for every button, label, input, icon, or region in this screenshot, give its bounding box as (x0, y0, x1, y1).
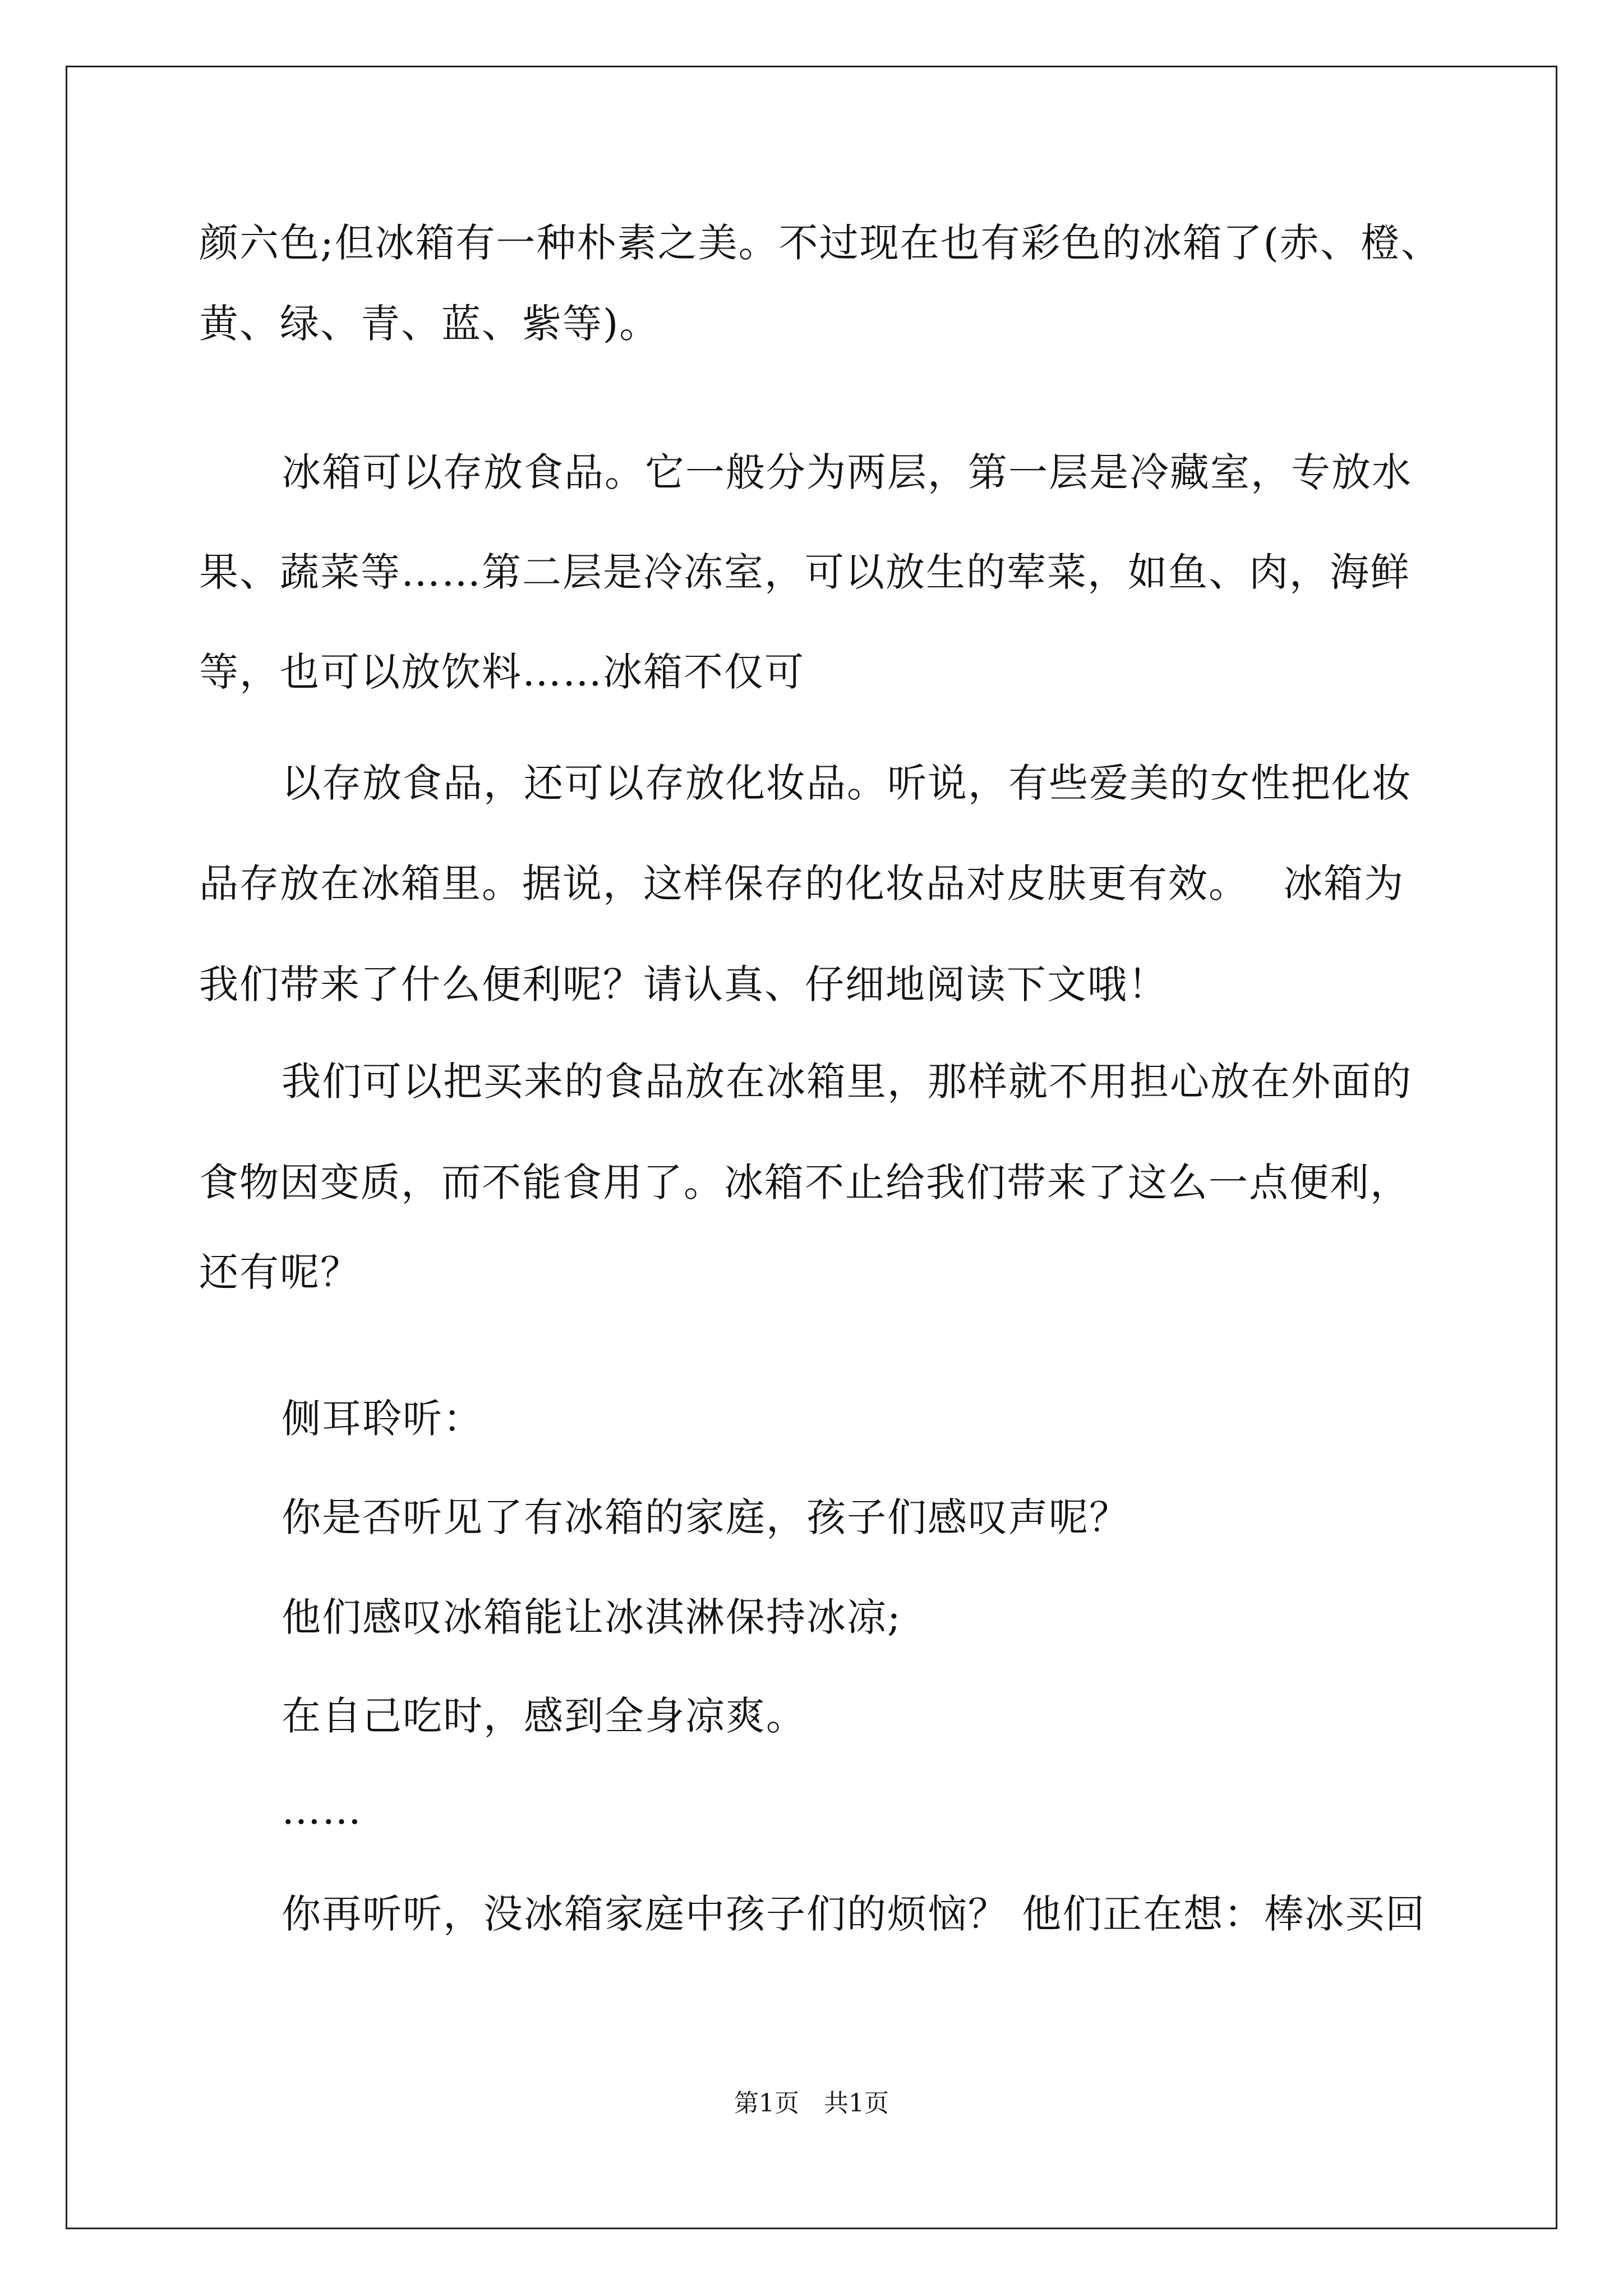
page-number-footer: 第1页 共1页 (734, 2089, 889, 2118)
text-line-7: 品存放在冰箱里。据说，这样保存的化妆品对皮肤更有效。 冰箱为 (199, 861, 1405, 907)
text-line-11: 还有呢？ (199, 1249, 361, 1295)
text-line-12: 侧耳聆听： (282, 1396, 483, 1442)
text-line-4: 果、蔬菜等……第二层是冷冻室，可以放生的荤菜，如鱼、肉，海鲜 (199, 549, 1410, 595)
text-line-6: 以存放食品，还可以存放化妆品。听说，有些爱美的女性把化妆 (282, 760, 1412, 806)
text-line-1: 颜六色;但冰箱有一种朴素之美。不过现在也有彩色的冰箱了(赤、橙、 (199, 220, 1441, 266)
text-line-8: 我们带来了什么便利呢？请认真、仔细地阅读下文哦！ (199, 961, 1168, 1007)
text-line-5: 等，也可以放饮料……冰箱不仅可 (199, 649, 805, 695)
text-line-16: …… (282, 1787, 362, 1833)
text-line-10: 食物因变质，而不能食用了。冰箱不止给我们带来了这么一点便利， (199, 1159, 1410, 1205)
text-line-14: 他们感叹冰箱能让冰淇淋保持冰凉; (282, 1594, 902, 1640)
text-line-9: 我们可以把买来的食品放在冰箱里，那样就不用担心放在外面的 (282, 1059, 1412, 1105)
text-line-13: 你是否听见了有冰箱的家庭，孩子们感叹声呢？ (282, 1494, 1129, 1540)
text-line-17: 你再听听，没冰箱家庭中孩子们的烦恼？ 他们正在想：棒冰买回 (282, 1891, 1426, 1937)
text-line-15: 在自己吃时，感到全身凉爽。 (282, 1693, 806, 1739)
text-line-3: 冰箱可以存放食品。它一般分为两层，第一层是冷藏室，专放水 (282, 449, 1412, 495)
text-line-2: 黄、绿、青、蓝、紫等)。 (199, 301, 660, 347)
